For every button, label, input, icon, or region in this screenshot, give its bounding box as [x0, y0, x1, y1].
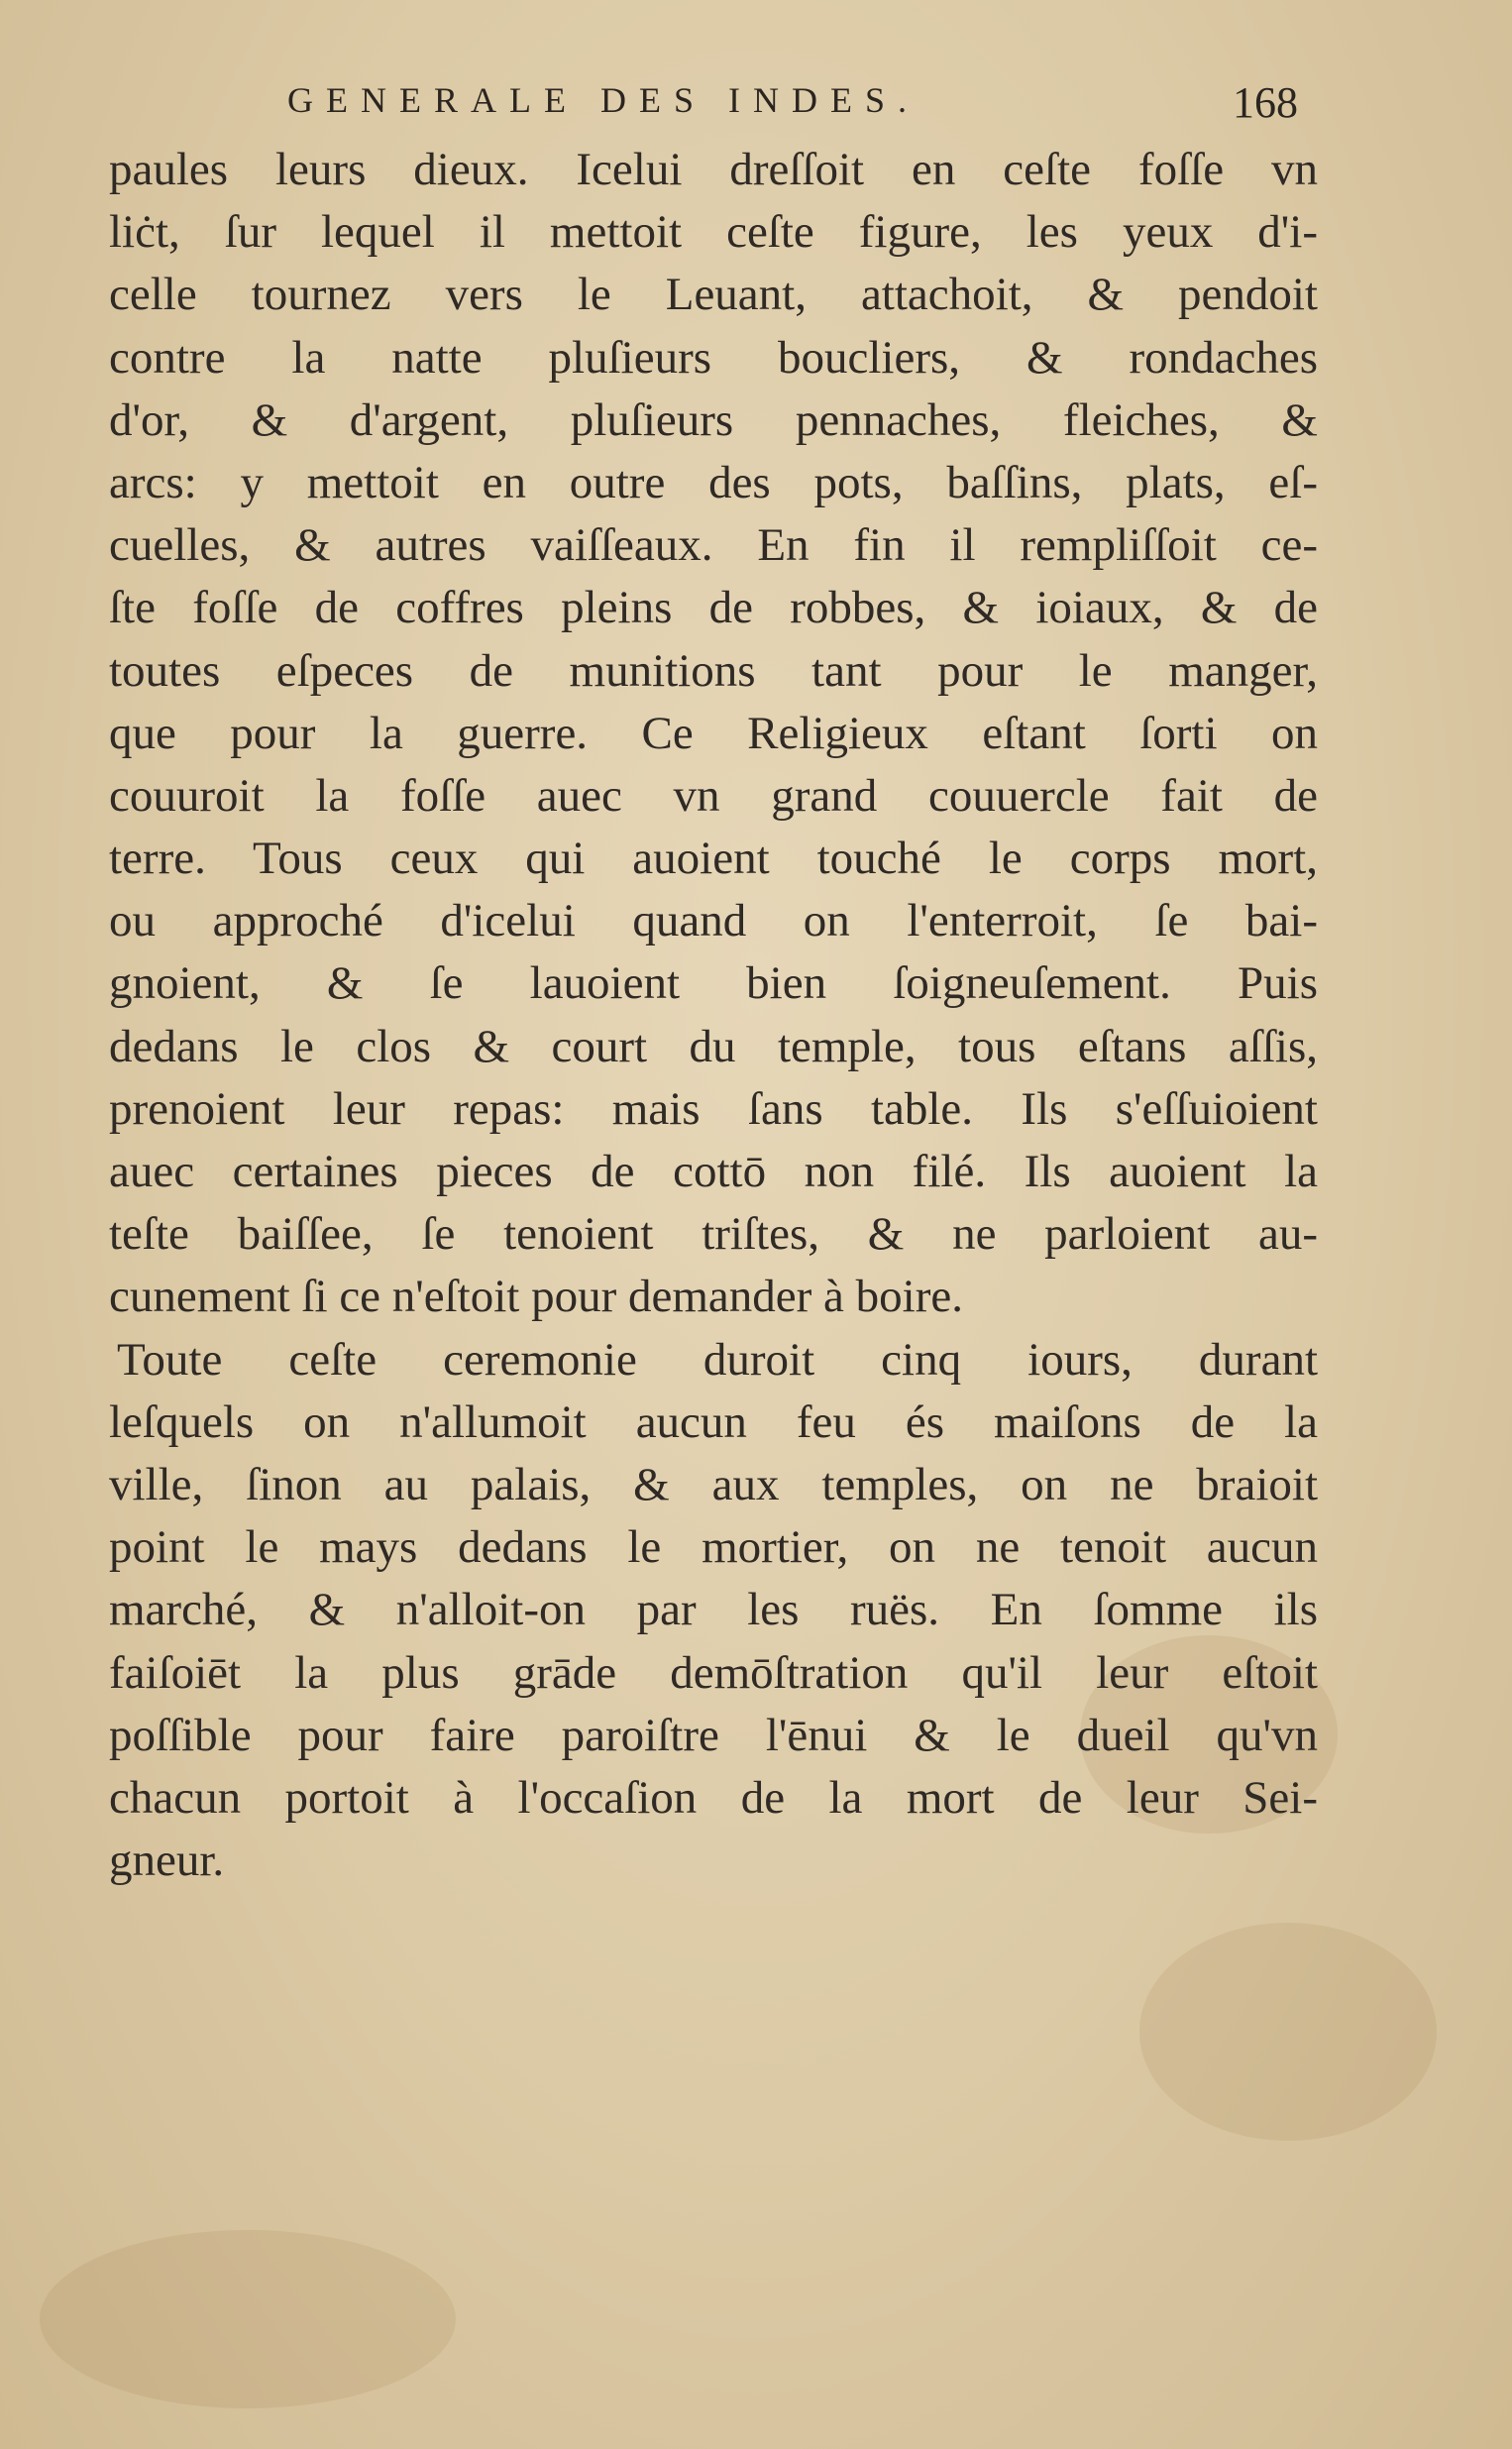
text-line: paules leurs dieux. Icelui dreſſoit en ceſte foſſe vn — [109, 144, 1318, 195]
page-number: 168 — [1233, 78, 1298, 127]
text-line: poſſible pour faire paroiſtre l'ēnui & le dueil qu'vn — [109, 1709, 1318, 1761]
body-text — [109, 139, 1318, 1892]
text-line: chacun portoit à l'occaſion de la mort de leur Sei- — [109, 1771, 1318, 1824]
running-title: GENERALE DES INDES. — [287, 80, 919, 120]
text-line: toutes eſpeces de munitions tant pour le manger, — [109, 644, 1318, 697]
text-line: point le mays dedans le mortier, on ne tenoit aucun — [109, 1521, 1318, 1574]
text-line: gneur. — [109, 1835, 225, 1887]
text-line: auec certaines pieces de cottō non filé. Ils auoient la — [109, 1146, 1318, 1197]
text-line: teſte baiſſee, ſe tenoient triſtes, & ne parloient au- — [109, 1208, 1318, 1261]
text-line: celle tournez vers le Leuant, attachoit, & pendoit — [109, 269, 1318, 321]
page-header — [287, 79, 1318, 139]
text-line: ſte foſſe de coffres pleins de robbes, & ioiaux, & de — [109, 582, 1318, 634]
paper-stain — [1139, 1923, 1437, 2141]
text-line: que pour la guerre. Ce Religieux eſtant ſorti on — [109, 707, 1318, 759]
text-line: d'or, & d'argent, pluſieurs pennaches, fleiches, & — [109, 393, 1318, 446]
text-line: couuroit la foſſe auec vn grand couuercle fait de — [109, 769, 1318, 822]
text-line: marché, & n'alloit-on par les ruës. En ſomme ils — [109, 1584, 1318, 1636]
text-line: faiſoiēt la plus grāde demōſtration qu'il leur eſtoit — [109, 1646, 1318, 1699]
text-line: cunement ſi ce n'eſtoit pour demander à boire. — [109, 1271, 963, 1323]
text-line: ville, ſinon au palais, & aux temples, on ne braioit — [109, 1458, 1318, 1510]
text-line: terre. Tous ceux qui auoient touché le corps mort, — [109, 833, 1318, 885]
text-line: Toute ceſte ceremonie duroit cinq iours, durant — [117, 1333, 1318, 1386]
text-line: contre la natte pluſieurs boucliers, & rondaches — [109, 331, 1318, 384]
text-line: arcs: y mettoit en outre des pots, baſſins, plats, eſ- — [109, 456, 1318, 508]
text-line: gnoient, & ſe lauoient bien ſoigneuſement. Puis — [109, 957, 1318, 1010]
text-line: ou approché d'icelui quand on l'enterroit, ſe bai- — [109, 895, 1318, 947]
text-line: dedans le clos & court du temple, tous eſtans aſſis, — [109, 1020, 1318, 1072]
text-line: prenoient leur repas: mais ſans table. Ils s'eſſuioient — [109, 1082, 1318, 1135]
text-line: cuelles, & autres vaiſſeaux. En fin il rempliſſoit ce- — [109, 519, 1318, 572]
text-line: liċt, ſur lequel il mettoit ceſte figure, les yeux d'i- — [109, 206, 1318, 259]
text-line: leſquels on n'allumoit aucun feu és maiſons de la — [109, 1395, 1318, 1448]
paper-stain — [40, 2230, 456, 2408]
